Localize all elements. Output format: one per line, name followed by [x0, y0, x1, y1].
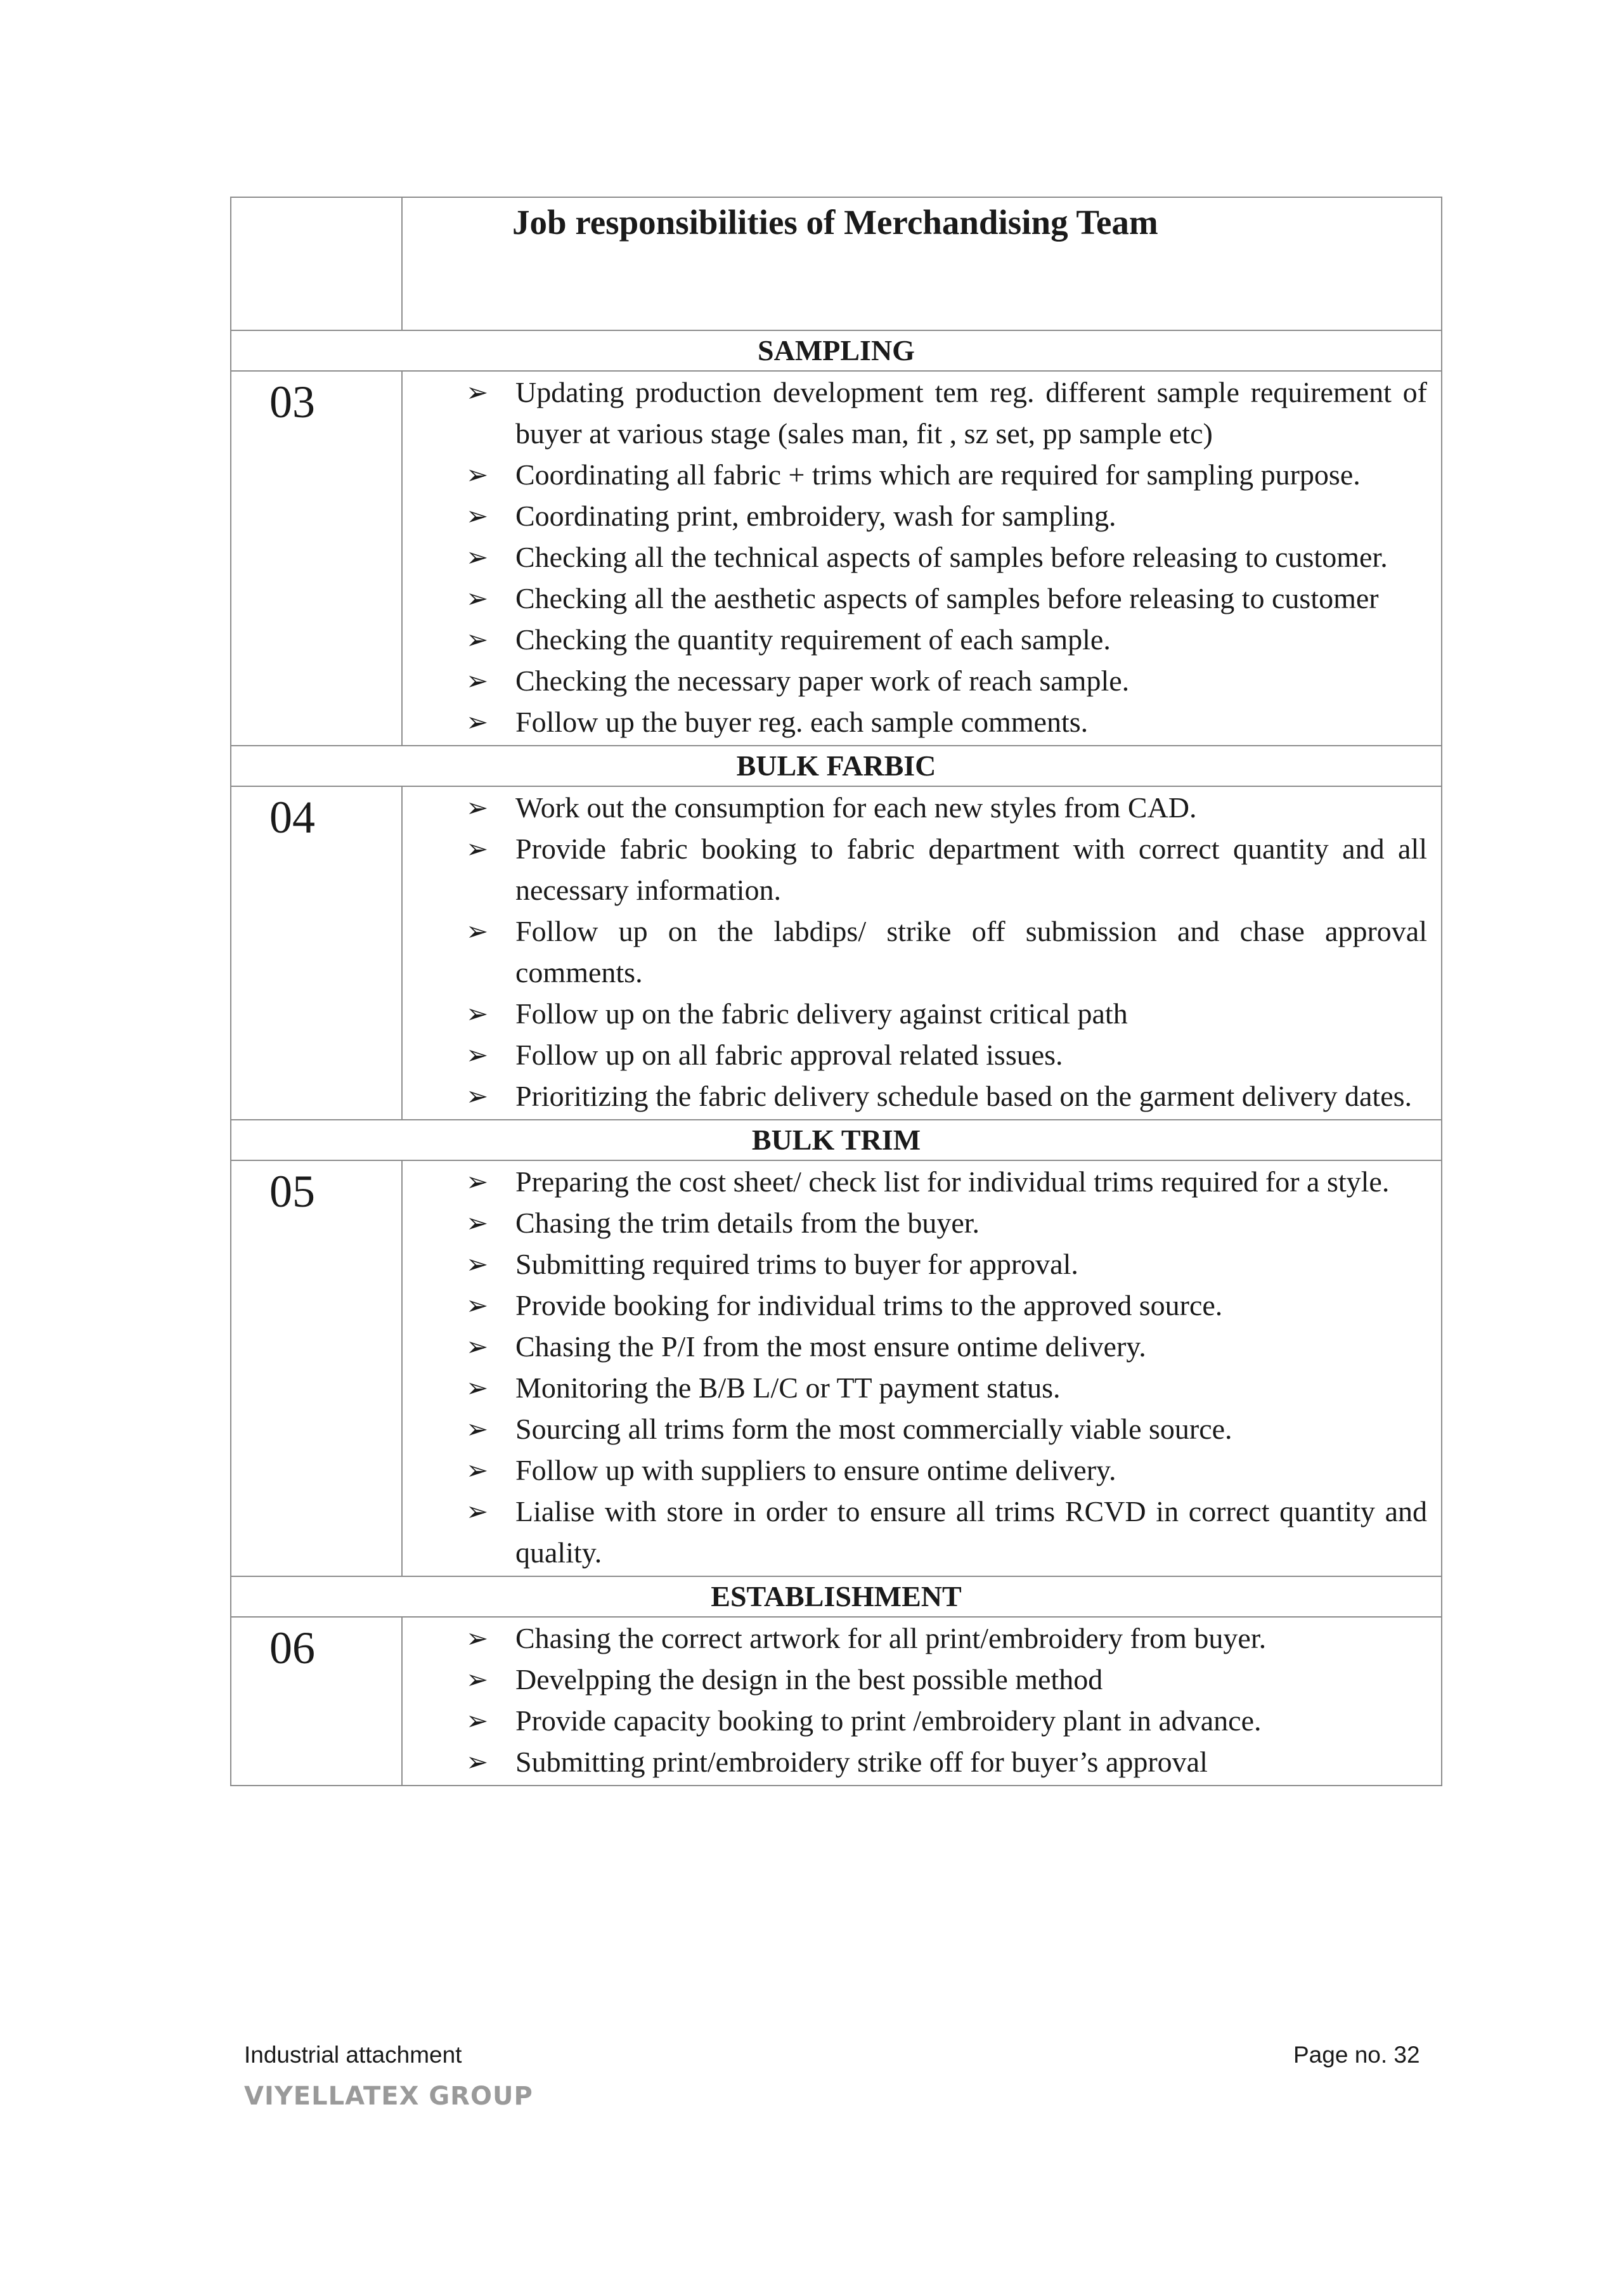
list-item-text: Prioritizing the fabric delivery schedule based on the garment delivery dates. [515, 1080, 1413, 1112]
section-number: 03 [231, 371, 402, 746]
list-item [466, 1202, 1427, 1243]
arrowhead-bullet-icon: ➢ [466, 998, 489, 1029]
list-item-text: Coordinating all fabric + trims which are required for sampling purpose. [515, 458, 1361, 491]
list-item [466, 1285, 1427, 1326]
list-item-text: Checking the necessary paper work of reach sample. [515, 665, 1130, 697]
list-item [466, 1408, 1427, 1450]
section-heading: SAMPLING [231, 330, 1442, 371]
arrowhead-bullet-icon: ➢ [466, 583, 489, 614]
arrowhead-bullet-icon: ➢ [466, 624, 489, 655]
arrowhead-bullet-icon: ➢ [466, 1331, 489, 1362]
list-item-text: Monitoring the B/B L/C or TT payment status. [515, 1372, 1061, 1404]
section-items-cell [402, 371, 1442, 746]
section-heading-row [231, 1120, 1442, 1160]
arrowhead-bullet-icon: ➢ [466, 1080, 489, 1112]
arrowhead-bullet-icon: ➢ [466, 792, 489, 823]
list-item-text: Checking all the aesthetic aspects of samples before releasing to customer [515, 582, 1379, 614]
list-item-text: Chasing the trim details from the buyer. [515, 1207, 980, 1239]
arrowhead-bullet-icon: ➢ [466, 1455, 489, 1486]
arrowhead-bullet-icon: ➢ [466, 459, 489, 490]
arrowhead-bullet-icon: ➢ [466, 1207, 489, 1238]
list-item-text: Provide booking for individual trims to the approved source. [515, 1289, 1223, 1321]
arrowhead-bullet-icon: ➢ [466, 542, 489, 573]
list-item-text: Updating production development tem reg. different sample requirement of buyer at various stage (sales man, fit , sz set, pp sample etc) [515, 376, 1427, 450]
section-heading-row [231, 330, 1442, 371]
list-item [466, 787, 1427, 828]
footer-left-text: Industrial attachment [244, 2042, 462, 2068]
arrowhead-bullet-icon: ➢ [466, 1664, 489, 1695]
list-item [466, 619, 1427, 660]
list-item [466, 1326, 1427, 1367]
list-item [466, 1618, 1427, 1659]
list-item [466, 495, 1427, 536]
section-items-cell [402, 1617, 1442, 1786]
list-item [466, 1243, 1427, 1285]
list-item-text: Provide capacity booking to print /embroidery plant in advance. [515, 1704, 1262, 1737]
responsibility-list [403, 1161, 1441, 1576]
list-item [466, 701, 1427, 743]
list-item-text: Work out the consumption for each new styles from CAD. [515, 791, 1197, 824]
list-item [466, 660, 1427, 701]
title-number-cell [231, 197, 402, 330]
list-item [466, 993, 1427, 1034]
arrowhead-bullet-icon: ➢ [466, 833, 489, 864]
section-body-row [231, 371, 1442, 746]
arrowhead-bullet-icon: ➢ [466, 1290, 489, 1321]
arrowhead-bullet-icon: ➢ [466, 1413, 489, 1444]
responsibilities-table [230, 197, 1442, 1786]
arrowhead-bullet-icon: ➢ [466, 1249, 489, 1280]
list-item [466, 1700, 1427, 1741]
section-number: 05 [231, 1160, 402, 1576]
list-item-text: Coordinating print, embroidery, wash for sampling. [515, 500, 1116, 532]
page-number: Page no. 32 [1293, 2042, 1420, 2068]
arrowhead-bullet-icon: ➢ [466, 1372, 489, 1403]
list-item-text: Checking the quantity requirement of each sample. [515, 623, 1111, 656]
page-title: Job responsibilities of Merchandising Team [512, 203, 1158, 242]
list-item [466, 1659, 1427, 1700]
section-heading-row [231, 746, 1442, 786]
arrowhead-bullet-icon: ➢ [466, 500, 489, 531]
section-body-row [231, 786, 1442, 1120]
list-item [466, 911, 1427, 993]
list-item-text: Follow up on the labdips/ strike off submission and chase approval comments. [515, 915, 1427, 989]
responsibility-list [403, 1618, 1441, 1785]
section-number: 04 [231, 786, 402, 1120]
arrowhead-bullet-icon: ➢ [466, 377, 489, 408]
list-item [466, 454, 1427, 495]
section-heading: BULK TRIM [231, 1120, 1442, 1160]
list-item [466, 372, 1427, 454]
arrowhead-bullet-icon: ➢ [466, 1623, 489, 1654]
section-number: 06 [231, 1617, 402, 1786]
section-body-row [231, 1160, 1442, 1576]
arrowhead-bullet-icon: ➢ [466, 1166, 489, 1197]
arrowhead-bullet-icon: ➢ [466, 916, 489, 947]
list-item-text: Develpping the design in the best possible method [515, 1663, 1103, 1696]
list-item-text: Follow up with suppliers to ensure ontime delivery. [515, 1454, 1116, 1486]
arrowhead-bullet-icon: ➢ [466, 665, 489, 696]
responsibility-list [403, 787, 1441, 1119]
list-item [466, 1367, 1427, 1408]
list-item [466, 828, 1427, 911]
title-cell [402, 197, 1442, 330]
list-item-text: Chasing the correct artwork for all print/embroidery from buyer. [515, 1622, 1267, 1654]
list-item-text: Provide fabric booking to fabric department with correct quantity and all necessary information. [515, 833, 1427, 906]
section-heading: ESTABLISHMENT [231, 1576, 1442, 1617]
list-item [466, 1450, 1427, 1491]
arrowhead-bullet-icon: ➢ [466, 706, 489, 737]
list-item [466, 1741, 1427, 1782]
arrowhead-bullet-icon: ➢ [466, 1746, 489, 1777]
list-item [466, 1161, 1427, 1202]
arrowhead-bullet-icon: ➢ [466, 1496, 489, 1527]
list-item-text: Follow up the buyer reg. each sample comments. [515, 706, 1089, 738]
list-item-text: Lialise with store in order to ensure all trims RCVD in correct quantity and quality. [515, 1495, 1427, 1569]
list-item [466, 1075, 1427, 1117]
list-item-text: Preparing the cost sheet/ check list for individual trims required for a style. [515, 1165, 1390, 1198]
responsibility-list [403, 372, 1441, 745]
list-item [466, 1034, 1427, 1075]
arrowhead-bullet-icon: ➢ [466, 1705, 489, 1736]
title-row [231, 197, 1442, 330]
list-item-text: Sourcing all trims form the most commercially viable source. [515, 1413, 1232, 1445]
list-item [466, 536, 1427, 578]
section-items-cell [402, 1160, 1442, 1576]
list-item-text: Submitting print/embroidery strike off for buyer’s approval [515, 1746, 1208, 1778]
section-items-cell [402, 786, 1442, 1120]
section-heading: BULK FARBIC [231, 746, 1442, 786]
section-heading-row [231, 1576, 1442, 1617]
list-item-text: Chasing the P/I from the most ensure ontime delivery. [515, 1330, 1146, 1363]
section-body-row [231, 1617, 1442, 1786]
list-item [466, 1491, 1427, 1573]
list-item-text: Follow up on all fabric approval related issues. [515, 1039, 1063, 1071]
list-item-text: Submitting required trims to buyer for approval. [515, 1248, 1078, 1280]
brand-logo-text: VIYELLATEX GROUP [244, 2082, 533, 2111]
list-item-text: Checking all the technical aspects of samples before releasing to customer. [515, 541, 1388, 573]
list-item-text: Follow up on the fabric delivery against critical path [515, 997, 1128, 1030]
arrowhead-bullet-icon: ➢ [466, 1039, 489, 1070]
list-item [466, 578, 1427, 619]
